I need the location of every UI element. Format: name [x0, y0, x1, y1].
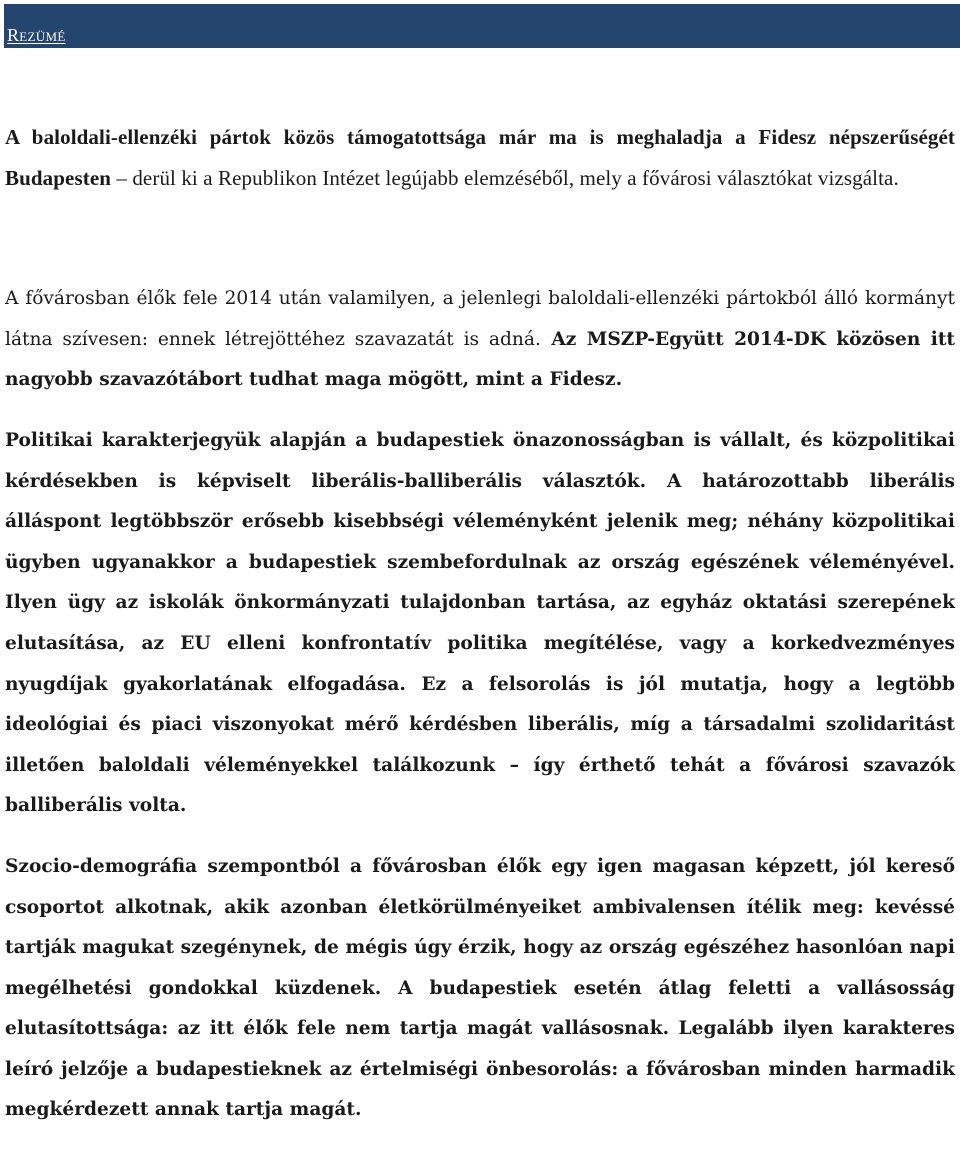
summary-body	[5, 117, 955, 1131]
government-preference-text: A fővárosban élők fele 2014 után valamilyen, a jelenlegi baloldali-ellenzéki pártokból álló kormányt látna szívesen: ennek létrejöttéhez szavazatát is adná.	[5, 288, 955, 350]
section-title: Rezümé	[7, 25, 66, 45]
government-preference-paragraph	[5, 279, 955, 401]
section-header-bar	[4, 4, 960, 48]
intro-rest: – derül ki a Republikon Intézet legújabb elemzéséből, mely a fővárosi választókat vizsgálta.	[111, 165, 899, 190]
intro-paragraph	[5, 117, 955, 198]
socio-demography-paragraph: Szocio-demográfia szempontból a fővárosban élők egy igen magasan képzett, jól kereső csoportot alkotnak, akik azonban életkörülményeiket ambivalensen ítélik meg: kevéssé tartják magukat szegénynek, de mégis úgy érzik, hogy az ország egészéhez hasonlóan napi megélhetési gondokkal küzdenek. A budapestiek esetén átlag feletti a vallásosság elutasítottsága: az itt élők fele nem tartja magát vallásosnak. Legalább ilyen karakteres leíró jelzője a budapestieknek az értelmiségi önbesorolás: a fővárosban minden harmadik megkérdezett annak tartja magát.	[5, 855, 955, 1121]
intro-lead: A baloldali-ellenzéki pártok közös támogatottsága már ma is meghaladja a Fidesz népszerűségét Budapesten	[5, 125, 955, 190]
political-character-paragraph: Politikai karakterjegyük alapján a budapestiek önazonosságban is vállalt, és közpolitikai kérdésekben is képviselt liberális-balliberális választók. A határozottabb liberális álláspont legtöbbször erősebb kisebbségi véleményként jelenik meg; néhány közpolitikai ügyben ugyanakkor a budapestiek szembefordulnak az ország egészének véleményével. Ilyen ügy az iskolák önkormányzati tulajdonban tartása, az egyház oktatási szerepének elutasítása, az EU elleni konfrontatív politika megítélése, vagy a korkedvezményes nyugdíjak gyakorlatának elfogadása. Ez a felsorolás is jól mutatja, hogy a legtöbb ideológiai és piaci viszonyokat mérő kérdésben liberális, míg a társadalmi szolidaritást illetően baloldali véleményekkel találkozunk – így érthető tehát a fővárosi szavazók balliberális volta.	[5, 429, 955, 817]
coalition-comparison-text: Az MSZP-Együtt 2014-DK közösen itt nagyobb szavazótábort tudhat maga mögött, mint a Fidesz.	[5, 328, 955, 391]
